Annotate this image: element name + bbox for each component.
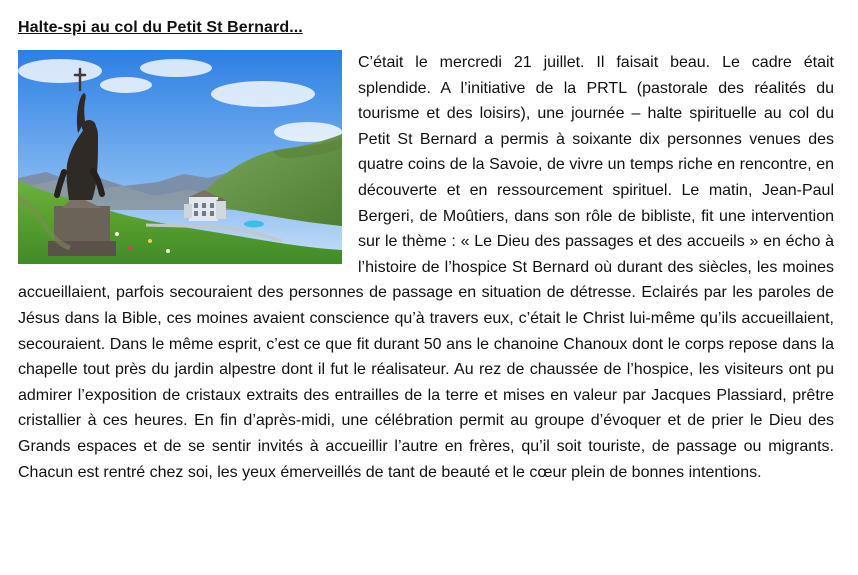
pond bbox=[244, 221, 264, 228]
article-body: C’était le mercredi 21 juillet. Il faisait beau. Le cadre était splendide. A l’initiative de la PRTL (pastorale des réalités du tourisme et des loisirs), une journée – halte spirituelle au col du Petit St Bernard a permis à soixante dix personnes venues des quatre coins de la Savoie, de vivre un temps riche en rencontre, en découverte et en ressourcement spirituel. Le matin, Jean-Paul Bergeri, de Moûtiers, dans son rôle de bibliste, fit une intervention sur le thème : « Le Dieu des passages et des accueils » en écho à l’histoire de l’hospice St Bernard où durant des siècles, les moines accueillaient, parfois secouraient des personnes de passage en situation de détresse. Eclairés par les paroles de Jésus dans la Bible, ces moines avaient conscience qu’à travers eux, c’était le Christ lui-même qu’ils accueillaient, secouraient. Dans le même esprit, c’est ce que fit durant 50 ans le chanoine Chanoux dont le corps repose dans la chapelle tout près du jardin alpestre dont il fut le réalisateur. Au rez de chaussée de l’hospice, les visiteurs ont pu admirer l’exposition de cristaux extraits des entrailles de la terre et mises en valeur par Jacques Plassiard, prêtre cristallier à ces heures. En fin d’après-midi, une célébration permit au groupe d’évoquer et de prier le Dieu des Grands espaces et de se sentir invités à accueillir l’autre en frères, qu’il soit touriste, de passage ou migrants. Chacun est rentré chez soi, les yeux émerveillés de tant de beauté et le cœur plein de bonnes intentions. bbox=[18, 54, 834, 481]
photo-svg bbox=[18, 50, 342, 264]
article-page bbox=[18, 18, 834, 485]
mountain-pass-statue-photo bbox=[18, 50, 342, 264]
article-title: Halte-spi au col du Petit St Bernard... bbox=[18, 19, 303, 36]
